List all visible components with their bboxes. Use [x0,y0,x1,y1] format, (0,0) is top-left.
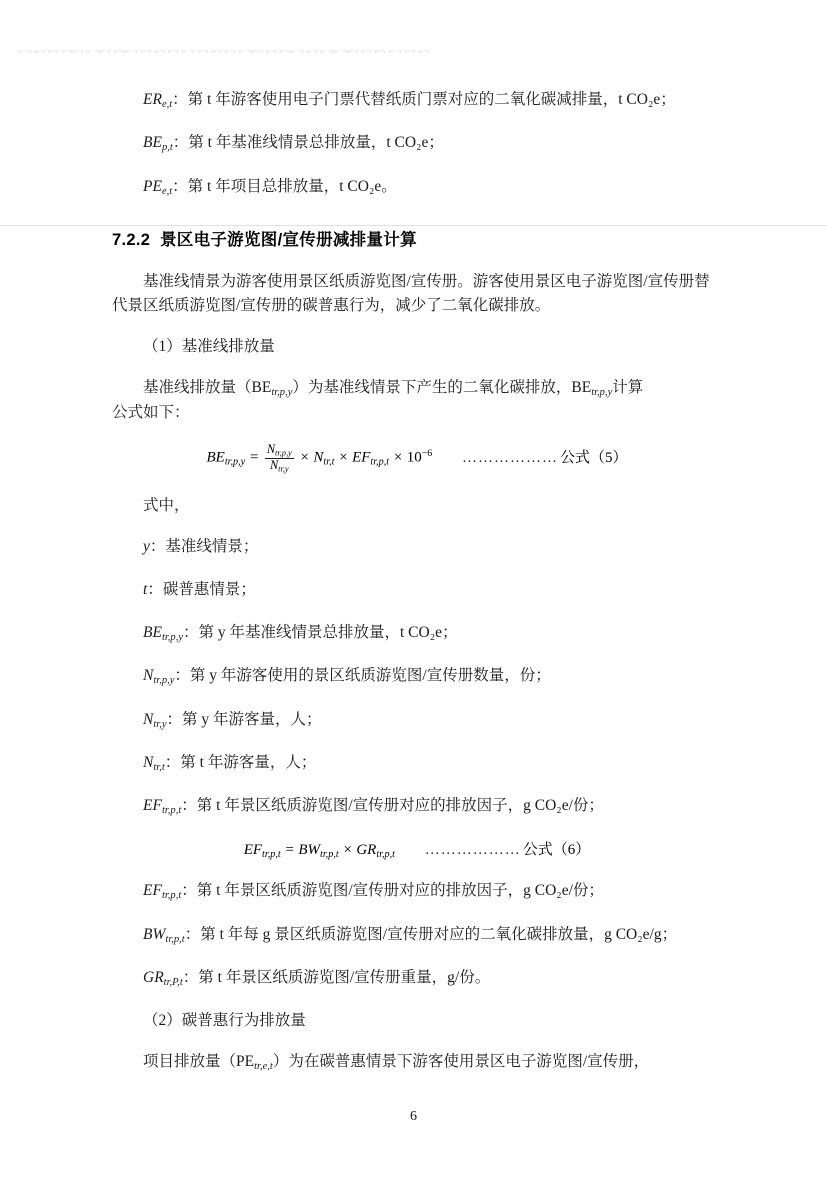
top-definition-list [112,88,722,200]
formula6-rhs1-sub: tr,p,t [320,848,339,860]
definition-text: ：第 t 年项目总排放量，t CO₂e。 [172,177,397,195]
shizhong-label: 式中， [143,496,190,514]
intro-paragraph: 基准线情景为游客使用景区纸质游览图/宣传册。游客使用景区电子游览图/宣传册替代景区纸质游览图/宣传册的碳普惠行为，减少了二氧化碳排放。 [112,272,710,314]
item1-sub-b: tr,p,y [591,386,613,398]
formula5-num-symbol: N [266,442,276,457]
definition-symbol: PE [143,177,162,195]
formula5-num-sub: tr,p,y [275,448,292,458]
definition-symbol: y [143,537,150,555]
definition-text: ：第 t 年每 g 景区纸质游览图/宣传册对应的二氧化碳排放量，g CO₂e/g； [184,925,678,943]
definition-subscript: tr,p,y [153,675,175,687]
definition-text: ：第 y 年游客使用的景区纸质游览图/宣传册数量，份； [174,667,551,685]
page-content [112,88,722,1093]
definition-symbol: N [143,710,154,728]
formula6-rhs2: GR [356,841,377,858]
definition-symbol: ER [143,91,162,108]
item1-body-a: 基准线排放量（BE [143,378,272,396]
formula5-den-sub: tr,y [278,464,289,474]
definition-item [112,131,722,156]
formula6-rhs1: BW [298,841,321,858]
definition-item [112,175,722,200]
formula-5: $BE_{tr,p,y}$ = $\frac{N_{tr,p,y}}{N_{tr,y}}$ × $N_{tr,t} \times EF_{tr,p,t} \times 10^{-6}$ ……………… 公式（5） [206,442,628,474]
item1-body [112,376,722,425]
definition-text: ：第 t 年游客使用电子门票代替纸质门票对应的二氧化碳减排量，t CO₂e； [172,91,676,108]
definition-item [112,578,722,603]
definition-symbol: BE [143,134,162,152]
item1-body-d: 公式如下： [112,404,190,422]
definition-list-2 [112,879,722,991]
definition-symbol: N [143,753,154,771]
formula-6-row [112,838,722,860]
definition-text: ：第 t 年景区纸质游览图/宣传册重量，g/份。 [182,968,491,986]
definition-subscript: tr,p,t [161,890,182,902]
definition-subscript: e,t [161,185,173,197]
item2-body-b: ）为在碳普惠情景下游客使用景区电子游览图/宣传册， [272,1053,650,1071]
section-heading [112,226,722,250]
section-number: 7.2.2 [112,230,151,249]
definition-item [112,535,722,560]
definition-symbol: BE [143,624,162,642]
definition-symbol: GR [143,968,164,986]
formula6-label: 公式（6） [522,841,591,858]
section-title-text: 景区电子游览图/宣传册减排量计算 [159,230,417,249]
definition-text: ：基准线情景； [149,537,259,555]
formula-5-row [112,443,722,473]
definition-text: ：第 y 年游客量，人； [166,710,322,728]
definition-text: ：第 t 年基准线情景总排放量，t CO₂e； [172,134,444,152]
definition-text: ：第 t 年景区纸质游览图/宣传册对应的排放因子，g CO₂e/份； [181,797,604,815]
formula5-term2-sub: tr,t [323,456,335,468]
formula6-lhs-sub: tr,p,t [262,848,281,860]
definition-subscript: tr,p,t [165,933,185,945]
item1-title: （1）基准线排放量 [143,337,275,355]
definition-symbol: EF [143,882,162,900]
item1-body-b: ）为基准线情景下产生的二氧化碳排放，BE [292,378,592,396]
definition-text: ：第 t 年游客量，人； [164,753,317,771]
formula5-den-symbol: N [269,457,279,472]
definition-item [112,966,722,991]
definition-subscript: tr,p,t [161,805,182,817]
definition-symbol: EF [143,797,162,815]
formula6-dots: ……………… [424,841,521,858]
formula5-fraction [265,443,294,473]
item2-body-a: 项目排放量（PE [143,1053,255,1071]
formula5-dots: ……………… [461,449,558,466]
definition-item [112,923,722,948]
definition-symbol: BW [143,925,166,943]
formula5-lhs: BE [206,449,225,466]
definition-symbol: t [143,580,148,598]
formula5-term4-exponent: −6 [421,448,433,460]
item2-sub-a: tr,e,t [254,1061,273,1073]
definition-subscript: tr,y [153,718,167,730]
definition-subscript: tr,p,y [161,632,183,644]
definition-text: ：碳普惠情景； [147,580,256,598]
page-number: 6 [410,1109,417,1124]
formula5-term2: N [313,449,324,466]
formula5-denominator [265,459,294,474]
item2-title: （2）碳普惠行为排放量 [143,1012,306,1030]
definition-item [112,879,722,904]
scan-artifact-text: ⌐ ¬ ⌐¬ ⌐¬ ⌐¬⌐¬ ⌐ ¬⌐¬ ⌐¬⌐ ¬ ⌐¬ ⌐¬ ⌐¬ ⌐ ¬ ⌐¬ ⌐¬ ⌐¬ ⌐ ¬⌐¬ ⌐¬ ⌐¬⌐ ¬ ⌐¬ ⌐ ¬⌐ ¬⌐¬ ⌐¬ ⌐¬ ⌐ ¬ ⌐¬ ⌐¬ [18,46,430,56]
definition-text: ：第 t 年景区纸质游览图/宣传册对应的排放因子，g CO₂e/份； [181,882,604,900]
item2-body [112,1050,722,1075]
definition-subscript: p,t [161,142,173,154]
definition-item [112,794,722,819]
formula-6: $EF_{tr,p,t} = BW_{tr,p,t} \times GR_{tr,p,t}$ ……………… 公式（6） [243,841,591,860]
formula5-numerator [265,443,294,459]
definition-text: ：第 y 年基准线情景总排放量，t CO₂e； [183,624,458,642]
definition-item [112,751,722,776]
definition-symbol: N [143,667,154,685]
definition-item [112,708,722,733]
item1-sub-a: tr,p,y [271,386,293,398]
formula6-rhs2-sub: tr,p,t [376,848,396,860]
definition-item [112,621,722,646]
formula5-term4: 10 [406,449,422,466]
definition-list-1 [112,535,722,820]
definition-subscript: tr,P,t [163,976,183,988]
definition-item [112,88,722,113]
formula5-term3: EF [352,449,371,466]
definition-item [112,664,722,689]
formula6-lhs: EF [243,841,263,858]
definition-subscript: tr,t [153,761,165,773]
formula5-term3-sub: tr,p,t [370,456,390,468]
definition-subscript: e,t [161,98,173,110]
item1-body-c: 计算 [612,378,644,396]
formula5-lhs-sub: tr,p,y [224,456,246,468]
formula5-label: 公式（5） [559,449,628,466]
